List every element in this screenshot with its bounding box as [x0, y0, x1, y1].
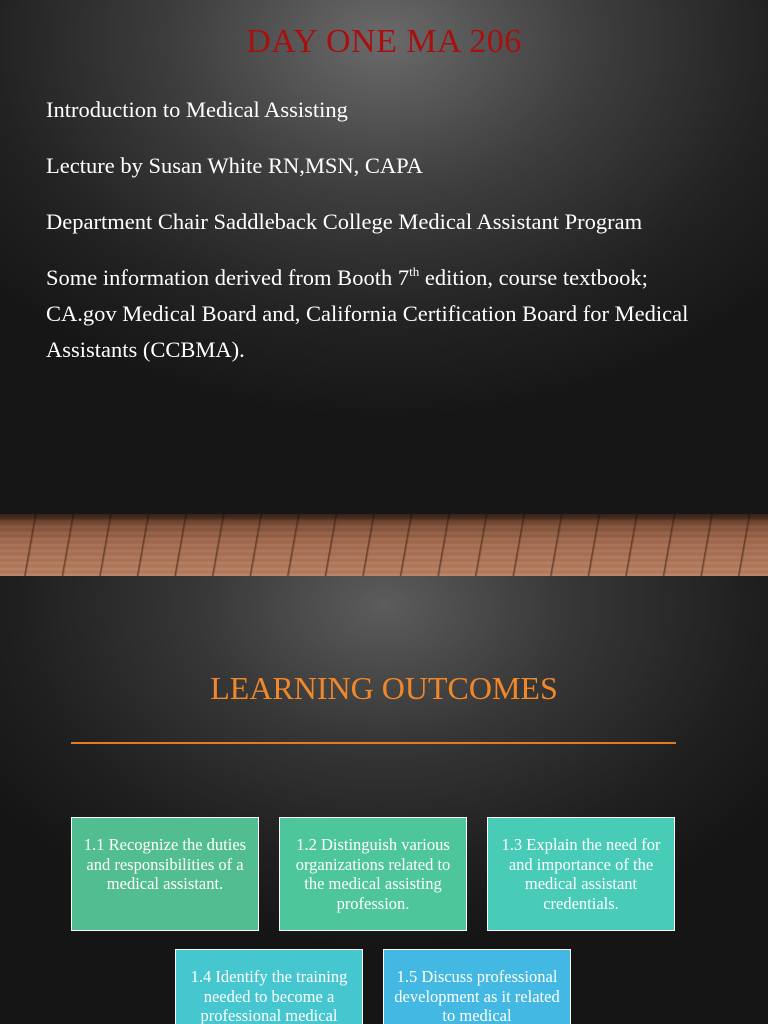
sources-text-b: edition, course textbook; CA.gov Medical Board and, California Certification Board for Medical Assistants (CCBMA). — [46, 265, 689, 362]
sources-line — [46, 260, 716, 368]
lecturer-line: Lecture by Susan White RN,MSN, CAPA — [46, 153, 423, 178]
slide-2 — [0, 576, 768, 1024]
outcome-box-1-5: 1.5 Discuss professional development as it related to medical — [383, 949, 571, 1024]
floor-shadow — [0, 514, 768, 524]
slide-2-title: LEARNING OUTCOMES — [210, 670, 558, 706]
sources-text-a: Some information derived from Booth 7 — [46, 265, 410, 290]
slide-1-title: DAY ONE MA 206 — [246, 23, 522, 60]
title-underline — [71, 742, 676, 744]
slide-1-body — [46, 92, 716, 388]
department-line: Department Chair Saddleback College Medical Assistant Program — [46, 209, 643, 234]
outcome-box-1-1: 1.1 Recognize the duties and responsibilities of a medical assistant. — [71, 817, 259, 931]
outcome-box-1-3: 1.3 Explain the need for and importance of the medical assistant credentials. — [487, 817, 675, 931]
outcome-box-1-4: 1.4 Identify the training needed to become a professional medical — [175, 949, 363, 1024]
intro-line: Introduction to Medical Assisting — [46, 97, 348, 122]
outcome-box-1-2: 1.2 Distinguish various organizations related to the medical assisting profession. — [279, 817, 467, 931]
edition-superscript: th — [409, 264, 420, 279]
